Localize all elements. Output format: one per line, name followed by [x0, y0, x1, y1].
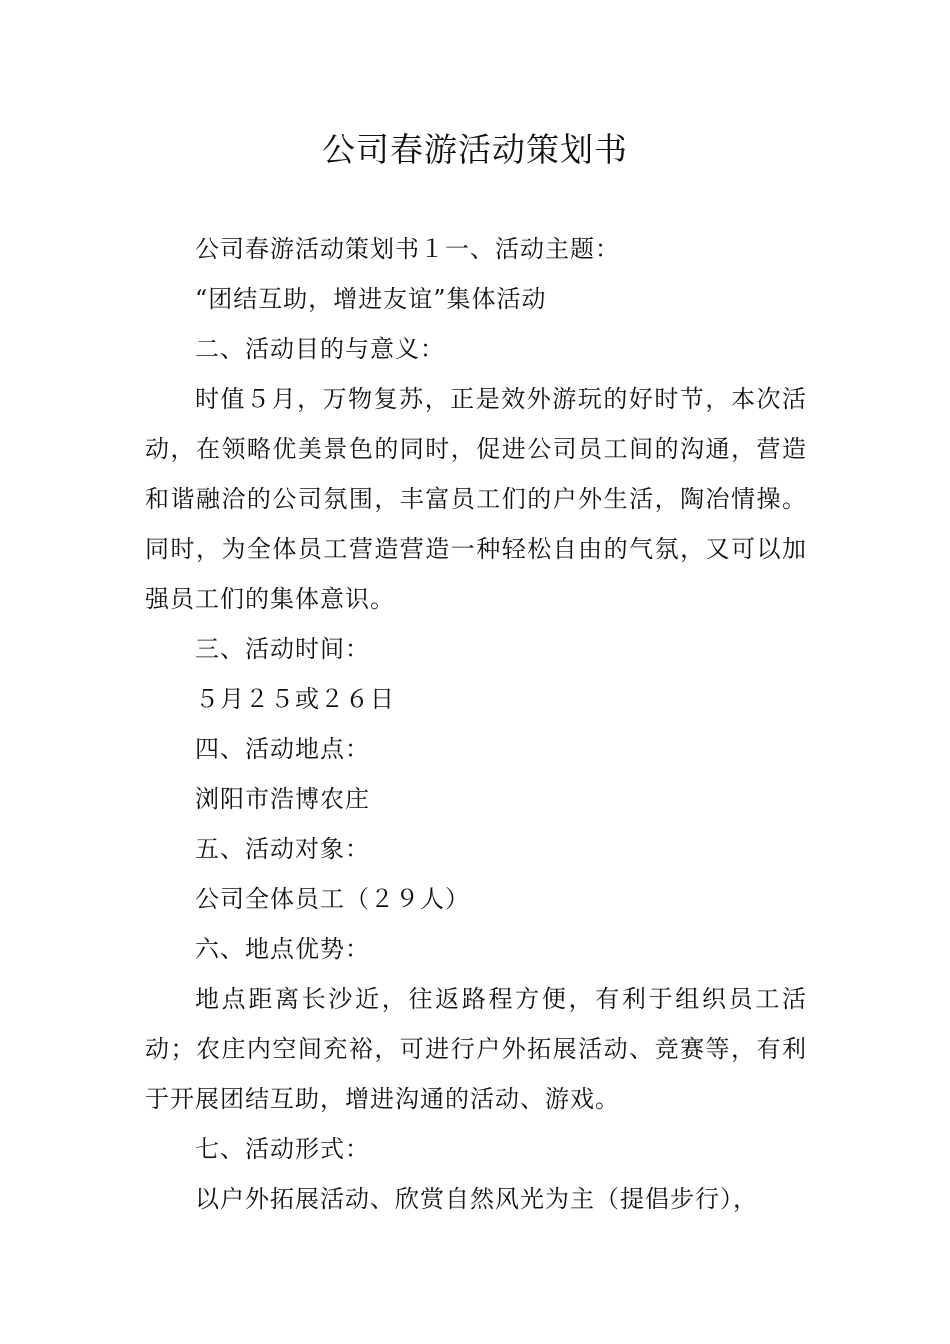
document-body — [145, 224, 807, 1224]
paragraph-participants: 公司全体员工（２９人） — [195, 885, 470, 913]
paragraph-purpose-heading: 二、活动目的与意义： — [195, 335, 445, 363]
paragraph-participants-heading: 五、活动对象： — [195, 835, 370, 863]
paragraph-format-heading: 七、活动形式： — [195, 1135, 370, 1163]
paragraph-time-heading: 三、活动时间： — [195, 635, 370, 663]
paragraph-format: 以户外拓展活动、欣赏自然风光为主（提倡步行）， — [195, 1185, 758, 1213]
paragraph-location: 浏阳市浩博农庄 — [195, 785, 370, 813]
paragraph-theme: “团结互助，增进友谊”集体活动 — [195, 285, 547, 313]
paragraph-time: ５月２５或２６日 — [195, 685, 395, 713]
paragraph-theme-heading: 公司春游活动策划书１一、活动主题： — [195, 235, 620, 263]
paragraph-location-heading: 四、活动地点： — [195, 735, 370, 763]
document-title: 公司春游活动策划书 — [322, 130, 628, 169]
paragraph-purpose: 时值５月，万物复苏，正是效外游玩的好时节，本次活动，在领略优美景色的同时，促进公司员工间的沟通，营造和谐融洽的公司氛围，丰富员工们的户外生活，陶冶情操。同时，为全体员工营造营造一种轻松自由的气氛，又可以加强员工们的集体意识。 — [145, 385, 807, 613]
paragraph-advantages-heading: 六、地点优势： — [195, 935, 370, 963]
paragraph-advantages: 地点距离长沙近，往返路程方便，有利于组织员工活动；农庄内空间充裕，可进行户外拓展活动、竞赛等，有利于开展团结互助，增进沟通的活动、游戏。 — [145, 985, 807, 1113]
